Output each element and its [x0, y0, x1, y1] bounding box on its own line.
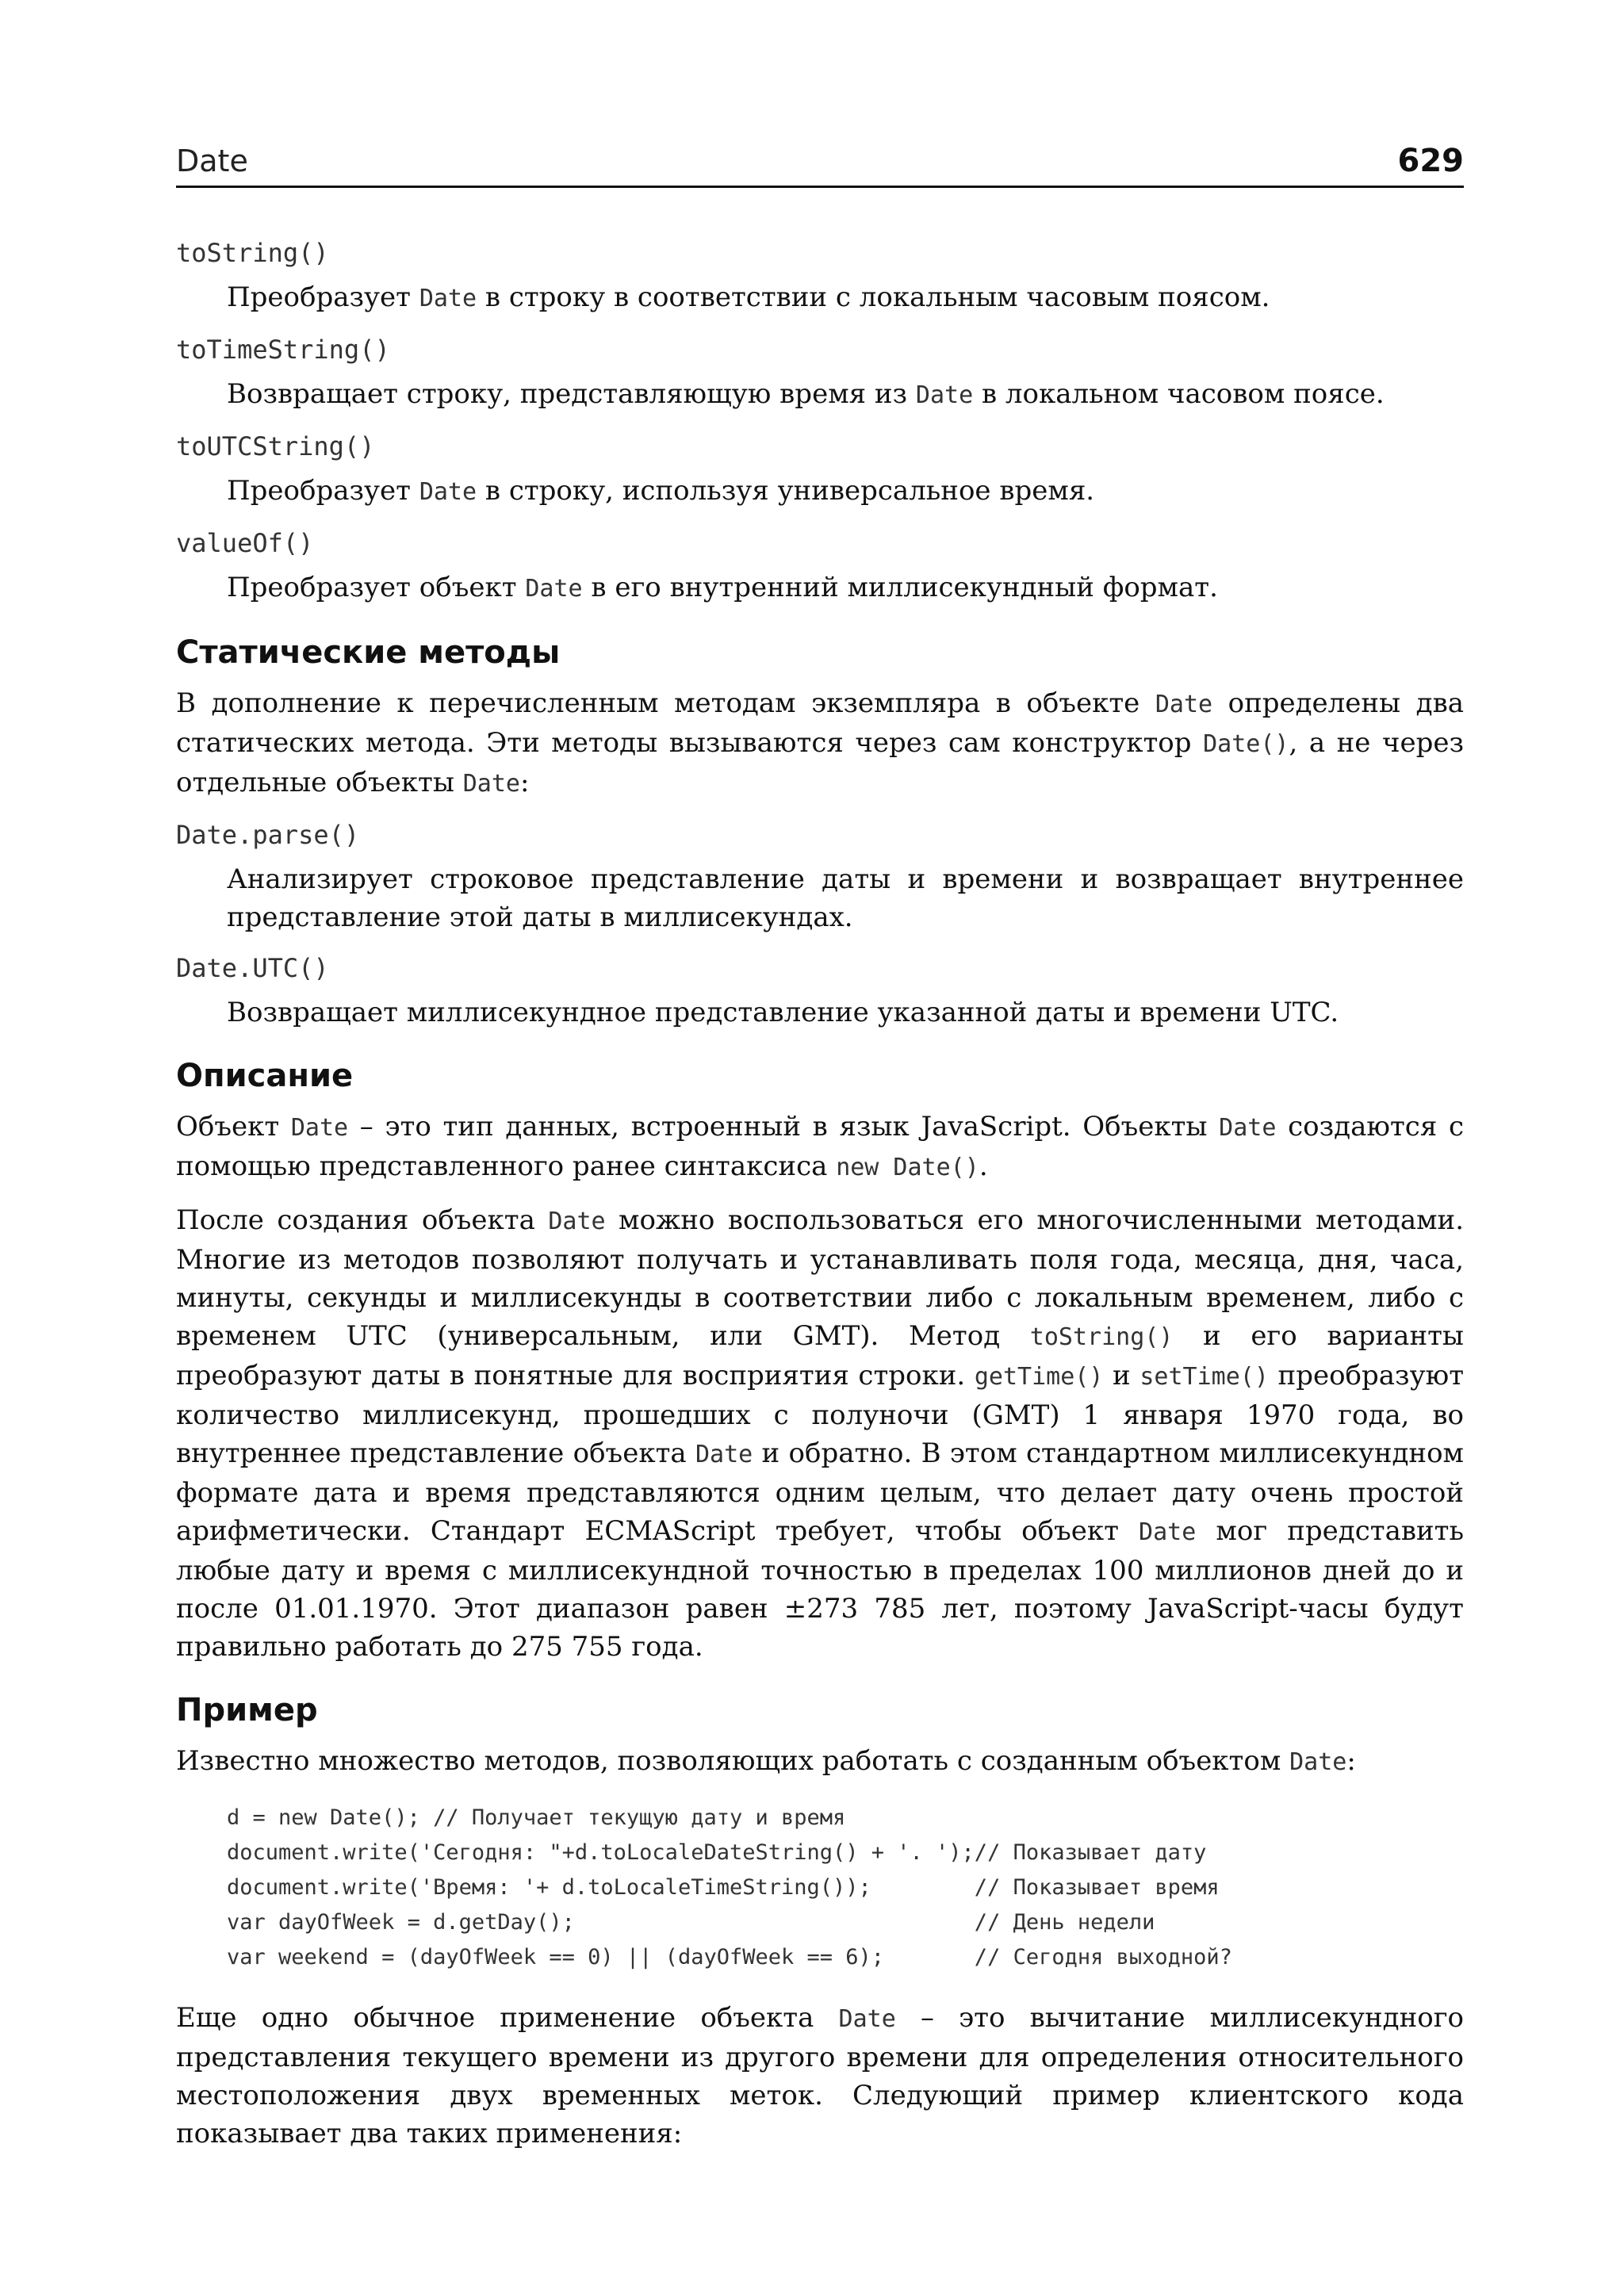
code-line: document.write('Сегодня: "+d.toLocaleDateString() + '. ');// Показывает дату: [227, 1840, 1207, 1865]
desc-text: в строку в соответствии с локальным часовым поясом.: [477, 281, 1270, 313]
code-inline: Date: [419, 285, 477, 312]
code-inline: Date: [1155, 691, 1213, 718]
method-name: valueOf(): [176, 528, 314, 558]
code-inline: setTime(): [1139, 1363, 1269, 1391]
desc-text: Преобразует: [227, 475, 419, 507]
code-inline: getTime(): [974, 1363, 1104, 1391]
desc-text: в строку, используя универсальное время.: [477, 475, 1095, 507]
desc-text: в его внутренний миллисекундный формат.: [582, 572, 1218, 603]
text: Известно множество методов, позволяющих работать с созданным объектом: [176, 1745, 1290, 1777]
section-heading-example: Пример: [176, 1692, 318, 1728]
text: :: [519, 767, 530, 798]
desc-text: Возвращает строку, представляющую время из: [227, 378, 916, 410]
desc-text: в локальном часовом поясе.: [973, 378, 1385, 410]
description-paragraph-1: [176, 1108, 1464, 1187]
desc-text: Преобразует объект: [227, 572, 526, 603]
code-inline: Date: [915, 381, 974, 409]
code-line: d = new Date(); // Получает текущую дату и время: [227, 1805, 846, 1830]
example-outro-paragraph: [176, 1999, 1464, 2153]
method-name: toString(): [176, 238, 329, 268]
text: – это тип данных, встроенный в язык JavaScript. Объекты: [348, 1111, 1220, 1143]
text: .: [979, 1150, 988, 1182]
code-inline: new Date(): [836, 1154, 979, 1181]
section-heading-description: Описание: [176, 1058, 354, 1094]
method-description: [227, 472, 1464, 511]
code-inline: Date(): [1203, 730, 1289, 758]
text: можно воспользоваться его многочисленными методами. Многие из методов позволяют получать и устанавливать поля года, месяца, дня, часа, минуты, секунды и миллисекунды в соответствии либо с локальным временем, либо с временем UTC (универсальным, или GMT). Метод: [176, 1204, 1465, 1352]
text: После создания объекта: [176, 1204, 549, 1236]
text: – это вычитание миллисекундного представления текущего времени из другого времени для определения относительного местоположения двух временных меток. Следующий пример клиентского кода показывает два таких применения:: [176, 2002, 1465, 2149]
text: преобразуют количество миллисекунд, прошедших с полуночи (GMT) 1 января 1970 года, во внутреннее представление объекта: [176, 1360, 1465, 1469]
code-line: var dayOfWeek = d.getDay(); // День недели: [227, 1910, 1155, 1935]
method-list: [176, 235, 1464, 608]
code-inline: Date: [419, 478, 477, 506]
static-method-name: Date.UTC(): [176, 953, 329, 983]
static-method-description: Возвращает миллисекундное представление указанной даты и времени UTC.: [227, 997, 1339, 1028]
code-inline: Date: [290, 1114, 349, 1142]
text: В дополнение к перечисленным методам экземпляра в объекте: [176, 687, 1155, 719]
code-inline: Date: [838, 2005, 896, 2033]
text: мог представить любые дату и время с миллисекундной точностью в пределах 100 миллионов дней до и после 01.01.1970. Этот диапазон равен ±273 785 лет, поэтому JavaScript-часы будут правильно работать до 275 755 года.: [176, 1515, 1464, 1663]
text: , а не через отдельные объекты: [176, 727, 1465, 798]
code-inline: toString(): [1029, 1323, 1174, 1351]
desc-text: Преобразует: [227, 281, 419, 313]
text: :: [1346, 1745, 1356, 1777]
section-heading-static-methods: Статические методы: [176, 634, 561, 671]
running-head-title: Date: [176, 144, 248, 178]
static-method-description: Анализирует строковое представление даты и времени и возвращает внутреннее представление этой даты в миллисекундах.: [227, 863, 1464, 933]
text: и обратно. В этом стандартном миллисекундном формате дата и время представляются одним целым, что делает дату очень простой арифметически. Стандарт ECMAScript требует, чтобы объект: [176, 1437, 1464, 1547]
running-head: [176, 143, 1464, 188]
text: определены два статических метода. Эти методы вызываются через сам конструктор: [176, 687, 1464, 759]
code-inline: Date: [525, 575, 583, 603]
method-description: [227, 278, 1464, 318]
text: создаются с помощью представленного ранее синтаксиса: [176, 1111, 1465, 1182]
code-inline: Date: [462, 770, 520, 798]
example-intro-paragraph: [176, 1742, 1464, 1782]
page-number: 629: [1397, 143, 1464, 179]
code-line: var weekend = (dayOfWeek == 0) || (dayOfWeek == 6); // Сегодня выходной?: [227, 1945, 1232, 1970]
code-inline: Date: [1139, 1518, 1197, 1546]
page: [176, 143, 1464, 2167]
code-line: document.write('Время: '+ d.toLocaleTimeString()); // Показывает время: [227, 1875, 1220, 1900]
static-method-name: Date.parse(): [176, 820, 360, 850]
text: и: [1103, 1360, 1140, 1391]
code-inline: Date: [548, 1208, 606, 1235]
description-paragraph-2: [176, 1201, 1464, 1666]
code-inline: Date: [1219, 1114, 1277, 1142]
text: и его варианты преобразуют даты в понятные для восприятия строки.: [176, 1320, 1464, 1391]
text: Еще одно обычное применение объекта: [176, 2002, 839, 2034]
method-description: [227, 375, 1464, 415]
method-name: toUTCString(): [176, 431, 375, 461]
code-inline: Date: [695, 1441, 753, 1468]
method-description: [227, 568, 1464, 608]
method-name: toTimeString(): [176, 335, 390, 365]
code-block: [227, 1801, 1464, 1975]
code-inline: Date: [1289, 1748, 1347, 1776]
text: Объект: [176, 1111, 291, 1143]
static-intro-paragraph: [176, 684, 1464, 803]
